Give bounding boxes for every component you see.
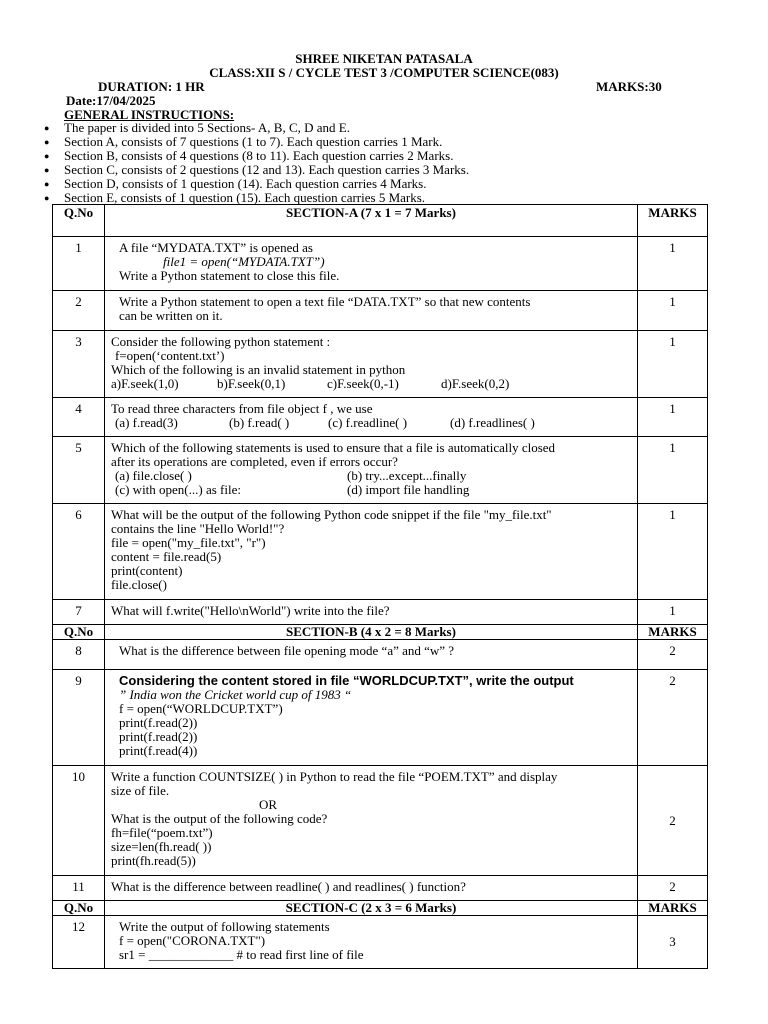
instruction-item: ● Section E, consists of 1 question (15). Each question carries 5 Marks.	[44, 191, 469, 205]
question-marks: 1	[638, 291, 708, 331]
question-row	[53, 876, 708, 901]
question-row	[53, 640, 708, 670]
question-number: 10	[53, 766, 105, 876]
question-row	[53, 916, 708, 969]
question-marks: 2	[638, 766, 708, 876]
question-number: 9	[53, 670, 105, 766]
question-row	[53, 437, 708, 504]
question-number: 5	[53, 437, 105, 504]
instructions-list	[44, 121, 469, 205]
question-marks: 1	[638, 600, 708, 625]
q10-code: fh=file(“poem.txt”)	[111, 825, 213, 840]
qno-header: Q.No	[53, 625, 105, 640]
marks-header: MARKS	[638, 205, 708, 237]
question-row	[53, 398, 708, 437]
instruction-item: ● Section C, consists of 2 questions (12 and 13). Each question carries 3 Marks.	[44, 163, 469, 177]
q1-line: Write a Python statement to close this file.	[119, 268, 340, 283]
q9-line: Considering the content stored in file “WORLDCUP.TXT”, write the output	[119, 673, 574, 688]
question-row	[53, 766, 708, 876]
q4-line: To read three characters from file object f , we use	[111, 401, 373, 416]
option: d)F.seek(0,2)	[441, 376, 510, 391]
q4-options	[111, 416, 631, 430]
q10-line: size of file.	[111, 783, 170, 798]
question-row	[53, 237, 708, 291]
instruction-item: ● The paper is divided into 5 Sections- A, B, C, D and E.	[44, 121, 469, 135]
marks-header: MARKS	[638, 625, 708, 640]
question-text	[105, 766, 638, 876]
q9-code: print(f.read(2))	[119, 729, 198, 744]
q3-code: f=open(‘content.txt’)	[115, 348, 225, 363]
question-number: 11	[53, 876, 105, 901]
q1-code: file1 = open(“MYDATA.TXT”)	[163, 254, 325, 269]
q6-code: file.close()	[111, 577, 167, 592]
q8-line: What is the difference between file opening mode “a” and “w” ?	[119, 643, 455, 658]
q5-options	[111, 469, 631, 497]
option: (c) f.readline( )	[328, 415, 408, 430]
question-number: 2	[53, 291, 105, 331]
question-number: 1	[53, 237, 105, 291]
q5-line: after its operations are completed, even if errors occur?	[111, 454, 398, 469]
total-marks: MARKS:30	[596, 79, 662, 94]
section-c-header	[53, 901, 708, 916]
question-text	[105, 916, 638, 969]
q10-line: What is the output of the following code?	[111, 811, 328, 826]
q2-line: can be written on it.	[119, 308, 223, 323]
q6-line: contains the line "Hello World!"?	[111, 521, 285, 536]
option: (c) with open(...) as file:	[115, 482, 241, 497]
question-text	[105, 876, 638, 901]
q10-code: print(fh.read(5))	[111, 853, 196, 868]
q1-line: A file “MYDATA.TXT” is opened as	[119, 240, 313, 255]
question-number: 6	[53, 504, 105, 600]
duration: DURATION: 1 HR	[98, 79, 205, 94]
section-b-title: SECTION-B (4 x 2 = 8 Marks)	[105, 625, 638, 640]
section-a-title: SECTION-A (7 x 1 = 7 Marks)	[105, 205, 638, 237]
question-text	[105, 640, 638, 670]
q6-line: What will be the output of the following Python code snippet if the file "my_file.txt"	[111, 507, 552, 522]
q3-line: Which of the following is an invalid statement in python	[111, 362, 406, 377]
question-text	[105, 291, 638, 331]
q9-content: ” India won the Cricket world cup of 1983 “	[119, 687, 352, 702]
option: b)F.seek(0,1)	[217, 376, 286, 391]
question-row	[53, 331, 708, 398]
question-marks: 3	[638, 916, 708, 969]
q2-line: Write a Python statement to open a text file “DATA.TXT” so that new contents	[119, 294, 531, 309]
option: (a) f.read(3)	[115, 415, 178, 430]
question-text	[105, 600, 638, 625]
option: (d) import file handling	[347, 482, 470, 497]
q10-or: OR	[259, 797, 278, 812]
q5-line: Which of the following statements is used to ensure that a file is automatically closed	[111, 440, 556, 455]
question-row	[53, 670, 708, 766]
question-text	[105, 437, 638, 504]
question-marks: 1	[638, 331, 708, 398]
question-row	[53, 504, 708, 600]
question-number: 12	[53, 916, 105, 969]
question-text	[105, 398, 638, 437]
qno-header: Q.No	[53, 901, 105, 916]
option: (d) f.readlines( )	[450, 415, 535, 430]
question-number: 8	[53, 640, 105, 670]
option: a)F.seek(1,0)	[111, 376, 179, 391]
question-marks: 1	[638, 398, 708, 437]
section-b-header	[53, 625, 708, 640]
question-marks: 2	[638, 670, 708, 766]
q9-code: f = open(“WORLDCUP.TXT”)	[119, 701, 283, 716]
question-text	[105, 237, 638, 291]
question-marks: 2	[638, 640, 708, 670]
question-table	[52, 204, 708, 969]
question-marks: 1	[638, 504, 708, 600]
question-number: 7	[53, 600, 105, 625]
option: (a) file.close( )	[115, 468, 192, 483]
option: c)F.seek(0,-1)	[327, 376, 399, 391]
option: (b) try...except...finally	[347, 468, 467, 483]
question-marks: 1	[638, 237, 708, 291]
question-text	[105, 670, 638, 766]
q6-code: file = open("my_file.txt", "r")	[111, 535, 266, 550]
instructions-title: GENERAL INSTRUCTIONS:	[64, 107, 235, 122]
question-marks: 2	[638, 876, 708, 901]
question-row	[53, 291, 708, 331]
q6-code: print(content)	[111, 563, 183, 578]
q11-line: What is the difference between readline( ) and readlines( ) function?	[111, 879, 466, 894]
question-marks: 1	[638, 437, 708, 504]
qno-header: Q.No	[53, 205, 105, 237]
school-name: SHREE NIKETAN PATASALA	[295, 51, 473, 66]
q12-code: f = open("CORONA.TXT")	[119, 933, 266, 948]
question-number: 4	[53, 398, 105, 437]
q9-code: print(f.read(2))	[119, 715, 198, 730]
q6-code: content = file.read(5)	[111, 549, 222, 564]
q3-line: Consider the following python statement :	[111, 334, 331, 349]
q3-options	[111, 377, 631, 391]
instruction-item: ● Section D, consists of 1 question (14). Each question carries 4 Marks.	[44, 177, 469, 191]
q12-code: sr1 = _____________ # to read first line of file	[119, 947, 364, 962]
question-text	[105, 504, 638, 600]
q9-code: print(f.read(4))	[119, 743, 198, 758]
section-a-header	[53, 205, 708, 237]
q12-line: Write the output of following statements	[119, 919, 330, 934]
class-line: CLASS:XII S / CYCLE TEST 3 /COMPUTER SCIENCE(083)	[209, 65, 559, 80]
q10-line: Write a function COUNTSIZE( ) in Python to read the file “POEM.TXT” and display	[111, 769, 558, 784]
instruction-item: ● Section B, consists of 4 questions (8 to 11). Each question carries 2 Marks.	[44, 149, 469, 163]
question-text	[105, 331, 638, 398]
question-row	[53, 600, 708, 625]
q7-line: What will f.write("Hello\nWorld") write into the file?	[111, 603, 390, 618]
exam-date: Date:17/04/2025	[66, 93, 156, 108]
section-c-title: SECTION-C (2 x 3 = 6 Marks)	[105, 901, 638, 916]
q10-code: size=len(fh.read( ))	[111, 839, 212, 854]
instruction-item: ● Section A, consists of 7 questions (1 to 7). Each question carries 1 Mark.	[44, 135, 469, 149]
question-number: 3	[53, 331, 105, 398]
marks-header: MARKS	[638, 901, 708, 916]
option: (b) f.read( )	[229, 415, 290, 430]
